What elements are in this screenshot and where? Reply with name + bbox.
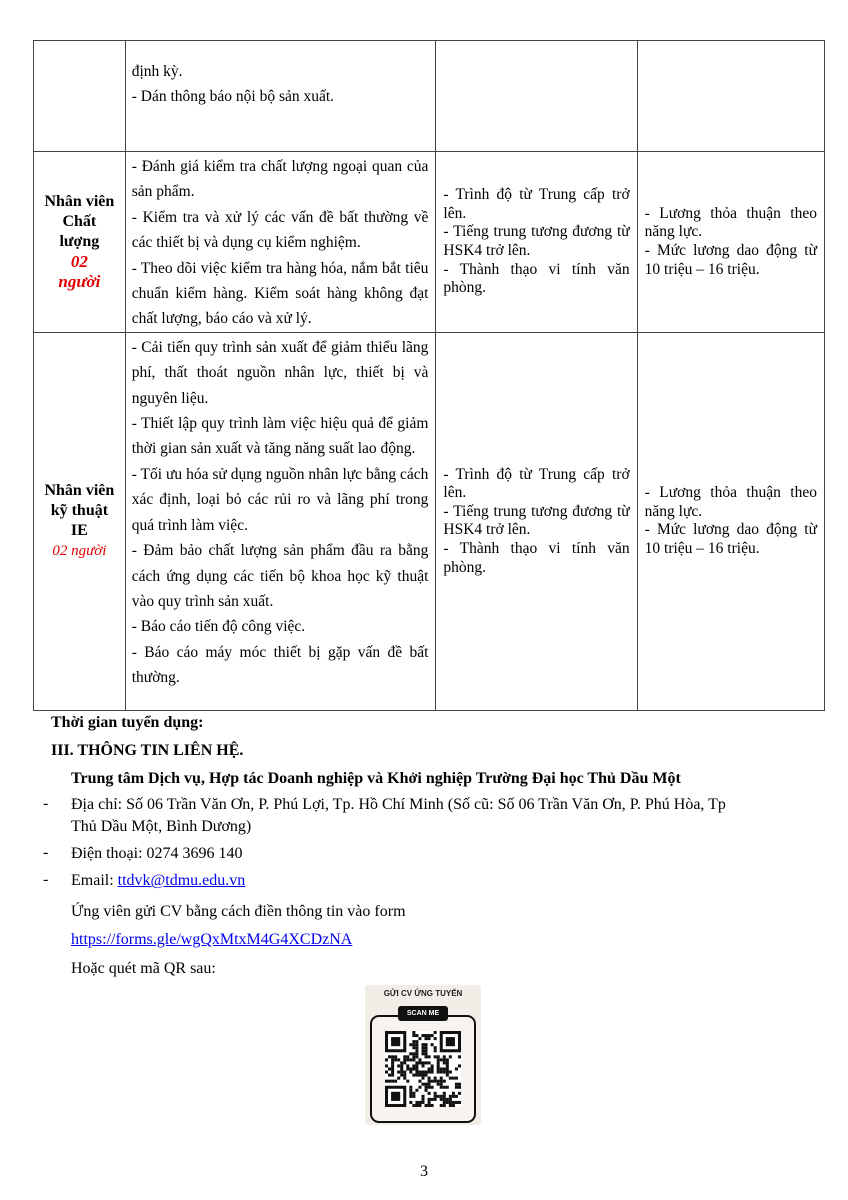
qr-code-icon[interactable] [385, 1031, 461, 1107]
headcount: 02 người [58, 251, 101, 291]
duty-line: - Thiết lập quy trình làm việc hiệu quả để giảm thời gian sản xuất và tăng năng suất lao động. [131, 415, 429, 458]
requirement-line: - Thành thạo vi tính văn phòng. [443, 539, 630, 576]
salary-line: - Lương thỏa thuận theo năng lực. [644, 204, 817, 241]
duties-cell [125, 152, 436, 333]
requirements-cell [436, 41, 637, 152]
duty-line: định kỳ. [131, 63, 183, 80]
page-number: 3 [420, 1163, 428, 1180]
salary-cell [637, 152, 824, 333]
bullet: - [43, 795, 49, 812]
duty-line: - Dán thông báo nội bộ sản xuất. [131, 88, 335, 106]
requirement-line: - Trình độ từ Trung cấp trở lên. [443, 186, 630, 222]
duty-line: - Kiểm tra và xử lý các vấn đề bất thường về các thiết bị và dụng cụ kiểm nghiệm. [131, 208, 429, 252]
position-cell [34, 41, 126, 152]
bullet: - [43, 844, 49, 861]
address-line: Địa chỉ: Số 06 Trần Văn Ơn, P. Phú Lợi, Tp. Hồ Chí Minh (Số cũ: Số 06 Trần Văn Ơn, P. Phú Hòa, Tp [71, 796, 726, 813]
salary-line: - Mức lương dao động từ 10 triệu – 16 triệu. [644, 241, 817, 278]
requirements-cell [436, 332, 637, 710]
position-title: Nhân viên kỹ thuật IE [44, 482, 115, 540]
requirements-cell [436, 152, 637, 333]
job-table [33, 40, 825, 711]
duty-line: - Tối ưu hóa sử dụng nguồn nhân lực bằng cách xác định, loại bỏ các rủi ro và lãng phí trong quá trình làm việc. [131, 465, 429, 534]
qr-instruction: Hoặc quét mã QR sau: [71, 960, 216, 977]
scan-me-tag: SCAN ME [398, 1006, 448, 1021]
salary-cell [637, 332, 824, 710]
duty-line: - Đánh giá kiểm tra chất lượng ngoại quan của sản phẩm. [131, 158, 429, 201]
bullet: - [43, 871, 49, 888]
requirement-line: - Tiếng trung tương đương từ HSK4 trở lên. [443, 502, 630, 539]
qr-title: GỬI CV ỨNG TUYỂN [383, 989, 463, 998]
position-title: Nhân viên Chất lượng [44, 192, 115, 250]
salary-line: - Mức lương dao động từ 10 triệu – 16 triệu. [644, 521, 817, 557]
cv-instruction: Ứng viên gửi CV bằng cách điền thông tin vào form [71, 903, 406, 920]
headcount: 02 người [52, 543, 107, 560]
table-row [34, 332, 825, 710]
org-name: Trung tâm Dịch vụ, Hợp tác Doanh nghiệp và Khởi nghiệp Trường Đại học Thủ Dầu Một [71, 770, 681, 787]
salary-line: - Lương thỏa thuận theo năng lực. [644, 484, 817, 520]
phone: Điện thoại: 0274 3696 140 [71, 845, 243, 862]
requirement-line: - Tiếng trung tương đương từ HSK4 trở lên. [443, 223, 630, 259]
requirement-line: - Thành thạo vi tính văn phòng. [443, 260, 630, 297]
duty-line: - Cải tiến quy trình sản xuất để giảm thiểu lãng phí, thất thoát nguồn nhân lực, thiết bị và nguyên liệu. [131, 338, 429, 407]
address-line: Thủ Dầu Một, Bình Dương) [71, 818, 252, 835]
email-line: Email: ttdvk@tdmu.edu.vn [71, 872, 246, 889]
duty-line: - Báo cáo tiến độ công việc. [131, 618, 306, 636]
table-row [34, 41, 825, 152]
duty-line: - Đảm bảo chất lượng sản phẩm đầu ra bằng cách ứng dụng các tiến bộ khoa học kỹ thuật vào quy trình sản xuất. [131, 542, 429, 610]
duties-cell [125, 332, 436, 710]
position-cell [34, 152, 126, 333]
salary-cell [637, 41, 824, 152]
section-heading: III. THÔNG TIN LIÊN HỆ. [51, 742, 244, 759]
qr-card [365, 985, 481, 1125]
duties-cell [125, 41, 436, 152]
recruit-time-label: Thời gian tuyển dụng: [51, 714, 204, 731]
position-cell [34, 332, 126, 710]
duty-line: - Báo cáo máy móc thiết bị gặp vấn đề bất thường. [131, 643, 429, 687]
duty-line: - Theo dõi việc kiểm tra hàng hóa, nắm bắt tiêu chuẩn kiểm hàng. Kiểm soát hàng không đạt chất lượng, báo cáo và xử lý. [131, 259, 429, 328]
table-row [34, 152, 825, 333]
form-link[interactable]: https://forms.gle/wgQxMtxM4G4XCDzNA [71, 931, 353, 948]
email-link[interactable]: ttdvk@tdmu.edu.vn [117, 872, 246, 889]
requirement-line: - Trình độ từ Trung cấp trở lên. [443, 465, 630, 502]
